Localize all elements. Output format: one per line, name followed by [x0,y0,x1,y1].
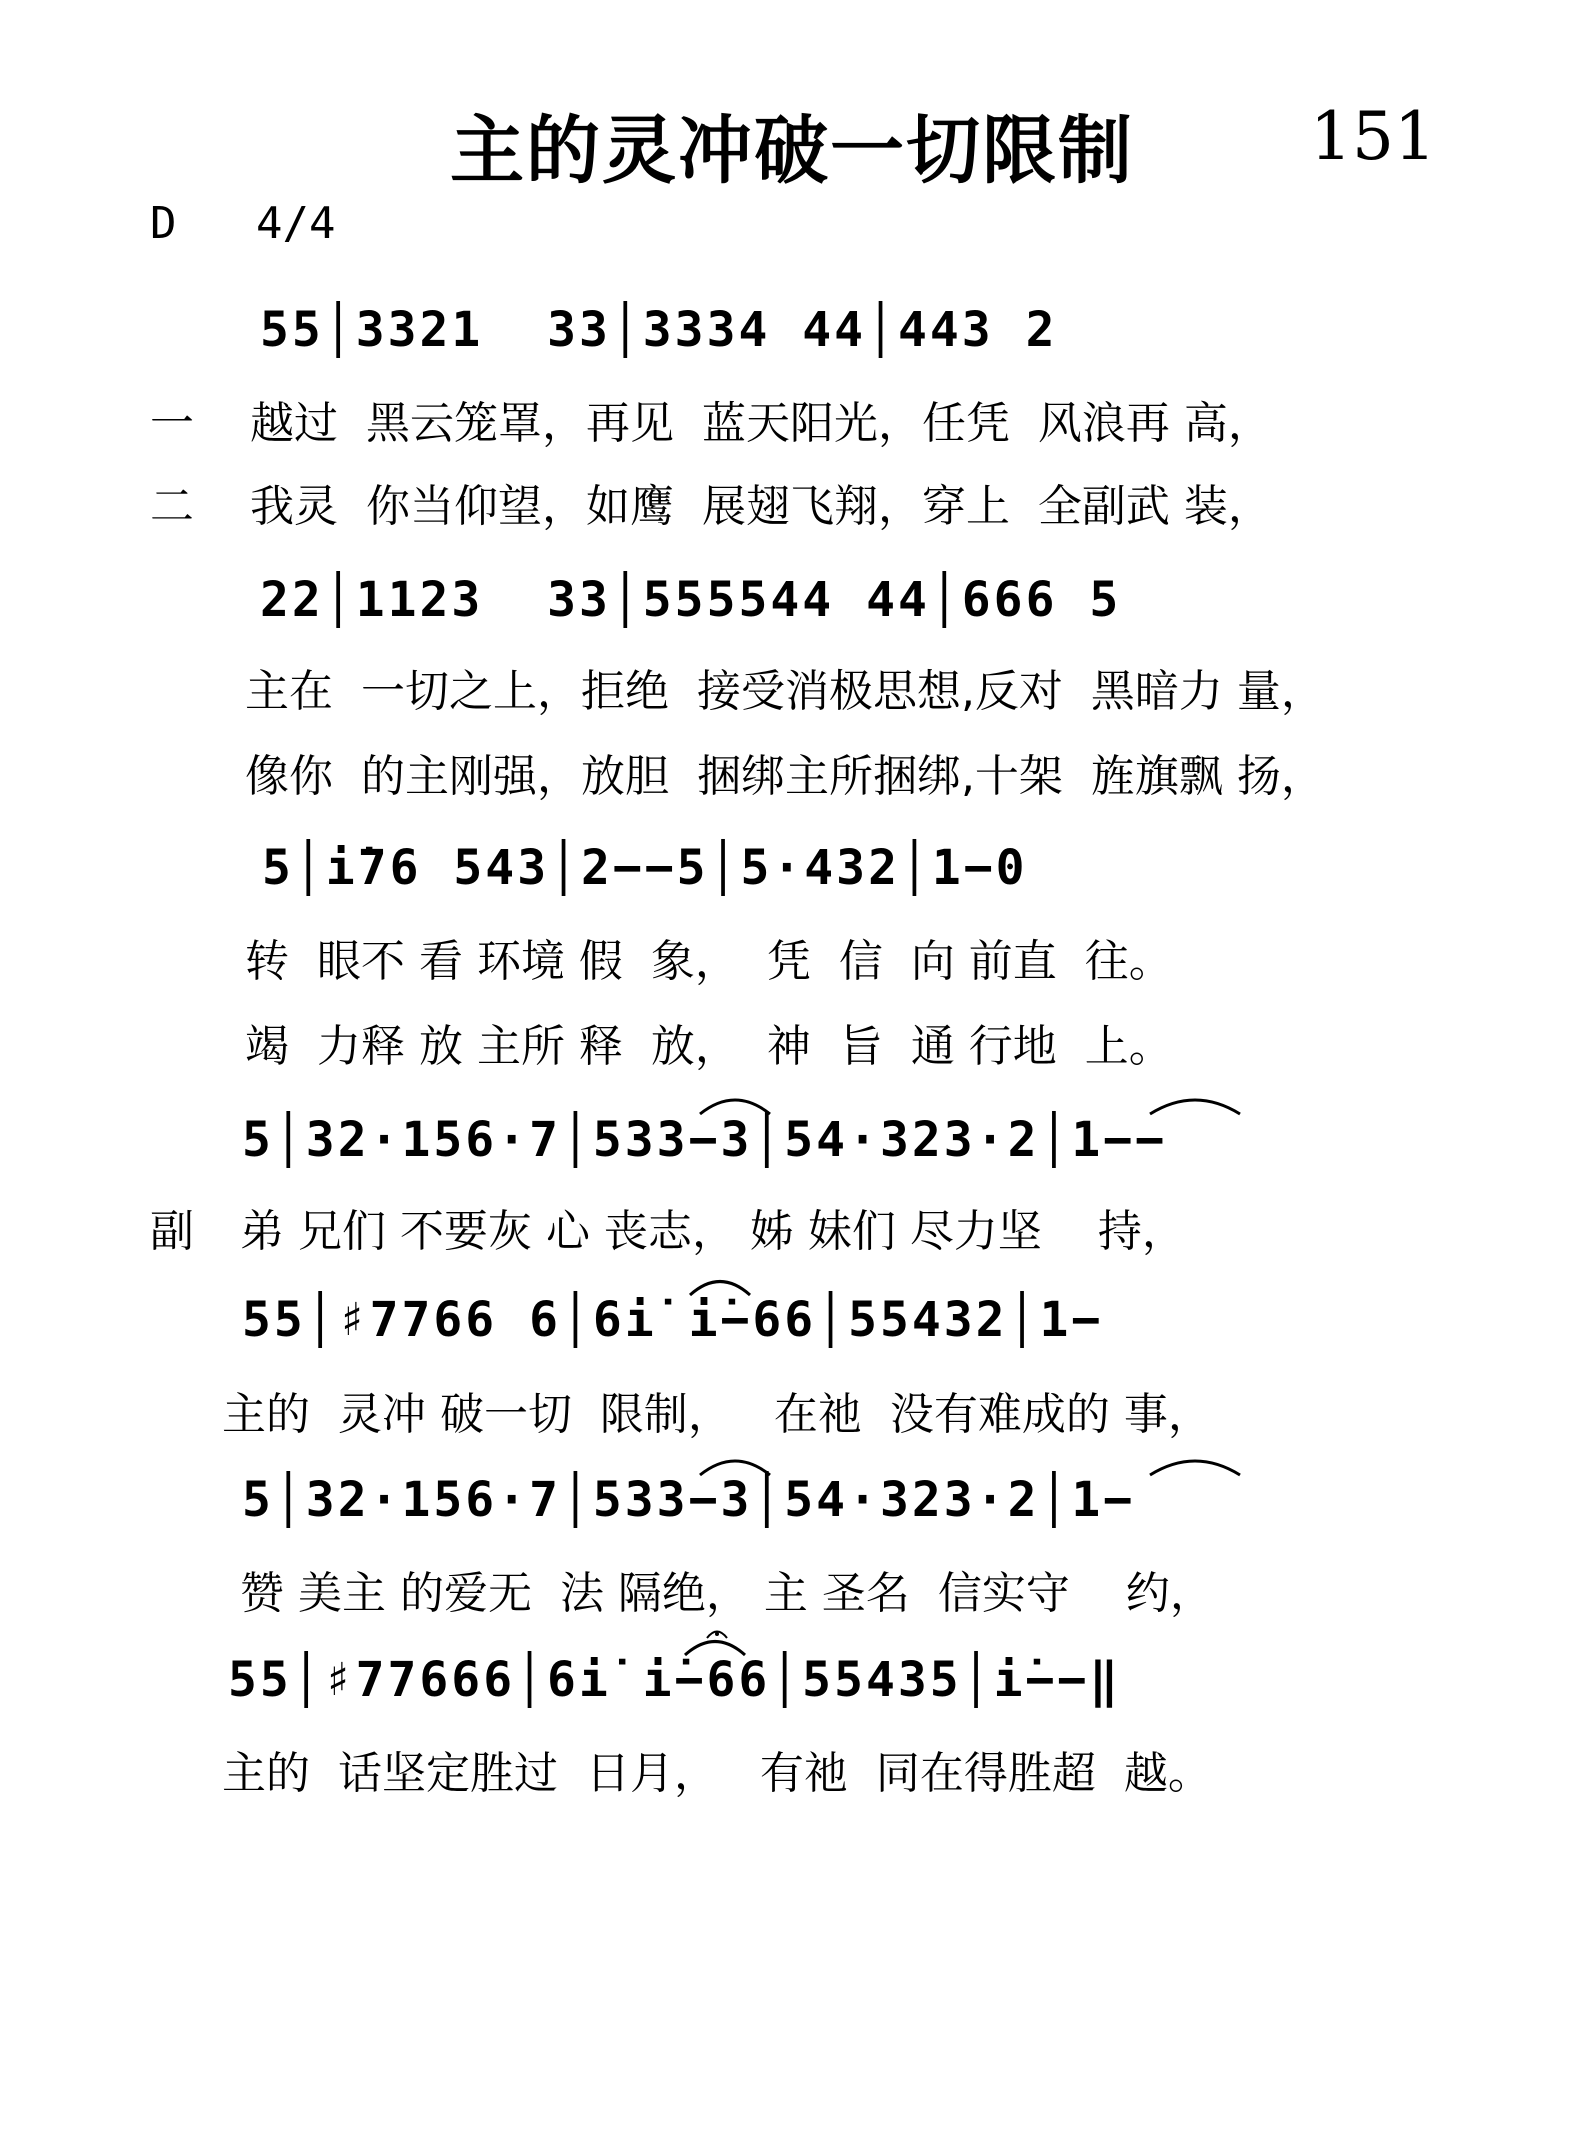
tie-arc [1150,1461,1240,1475]
verse-2-label: 二 [150,481,194,532]
notation-line-1: 55│3321 33│3334 44│443 2 [260,302,1058,358]
notation-line-2: 22│1123 33│555544 44│666 5 [260,572,1122,628]
lyric-line-2-verse-1: 主在 一切之上，拒绝 接受消极思想,反对 黑暗力 量， [245,666,1325,717]
lyric-line-7: 主的 话坚定胜过 日月， 有祂 同在得胜超 越。 [222,1748,1212,1799]
verse-1-label: 一 [150,398,194,449]
hymn-number: 151 [1310,98,1436,175]
chorus-label: 副 [150,1206,194,1257]
lyric-line-1-verse-1: 越过 黑云笼罩，再见 蓝天阳光，任凭 风浪再 高， [250,398,1272,449]
notation-line-7: 55│♯77666│6i̇ i̇−66│55435│i̇−−‖ [228,1652,1122,1708]
notation-line-3: 5│i̇76 543│2−−5│5·432│1−0 [262,840,1028,896]
notation-line-6: 5│32·156·7│533−3│54·323·2│1− [242,1472,1136,1528]
lyric-line-5: 主的 灵冲 破一切 限制， 在祂 没有难成的 事， [222,1389,1212,1440]
lyric-line-2-verse-2: 像你 的主刚强，放胆 捆绑主所捆绑,十架 旌旗飘 扬， [245,751,1325,802]
key-and-time-signature: D 4/4 [150,198,336,249]
fermata-mark [707,1632,727,1639]
lyric-line-3-verse-2: 竭 力释 放 主所 释 放， 神 旨 通 行地 上。 [245,1021,1173,1072]
lyric-line-4: 弟 兄们 不要灰 心 丧志， 姊 妹们 尽力坚 持， [240,1206,1186,1257]
notation-line-4: 5│32·156·7│533−3│54·323·2│1−− [242,1112,1168,1168]
lyric-line-3-verse-1: 转 眼不 看 环境 假 象， 凭 信 向 前直 往。 [245,936,1173,987]
lyric-line-1-verse-2: 我灵 你当仰望，如鹰 展翅飞翔，穿上 全副武 装， [250,481,1272,532]
notation-line-5: 55│♯7766 6│6i̇ i̇−66│55432│1− [242,1292,1104,1348]
hymn-title: 主的灵冲破一切限制 [450,108,1134,194]
lyric-line-6: 赞 美主 的爱无 法 隔绝， 主 圣名 信实守 约， [240,1568,1214,1619]
